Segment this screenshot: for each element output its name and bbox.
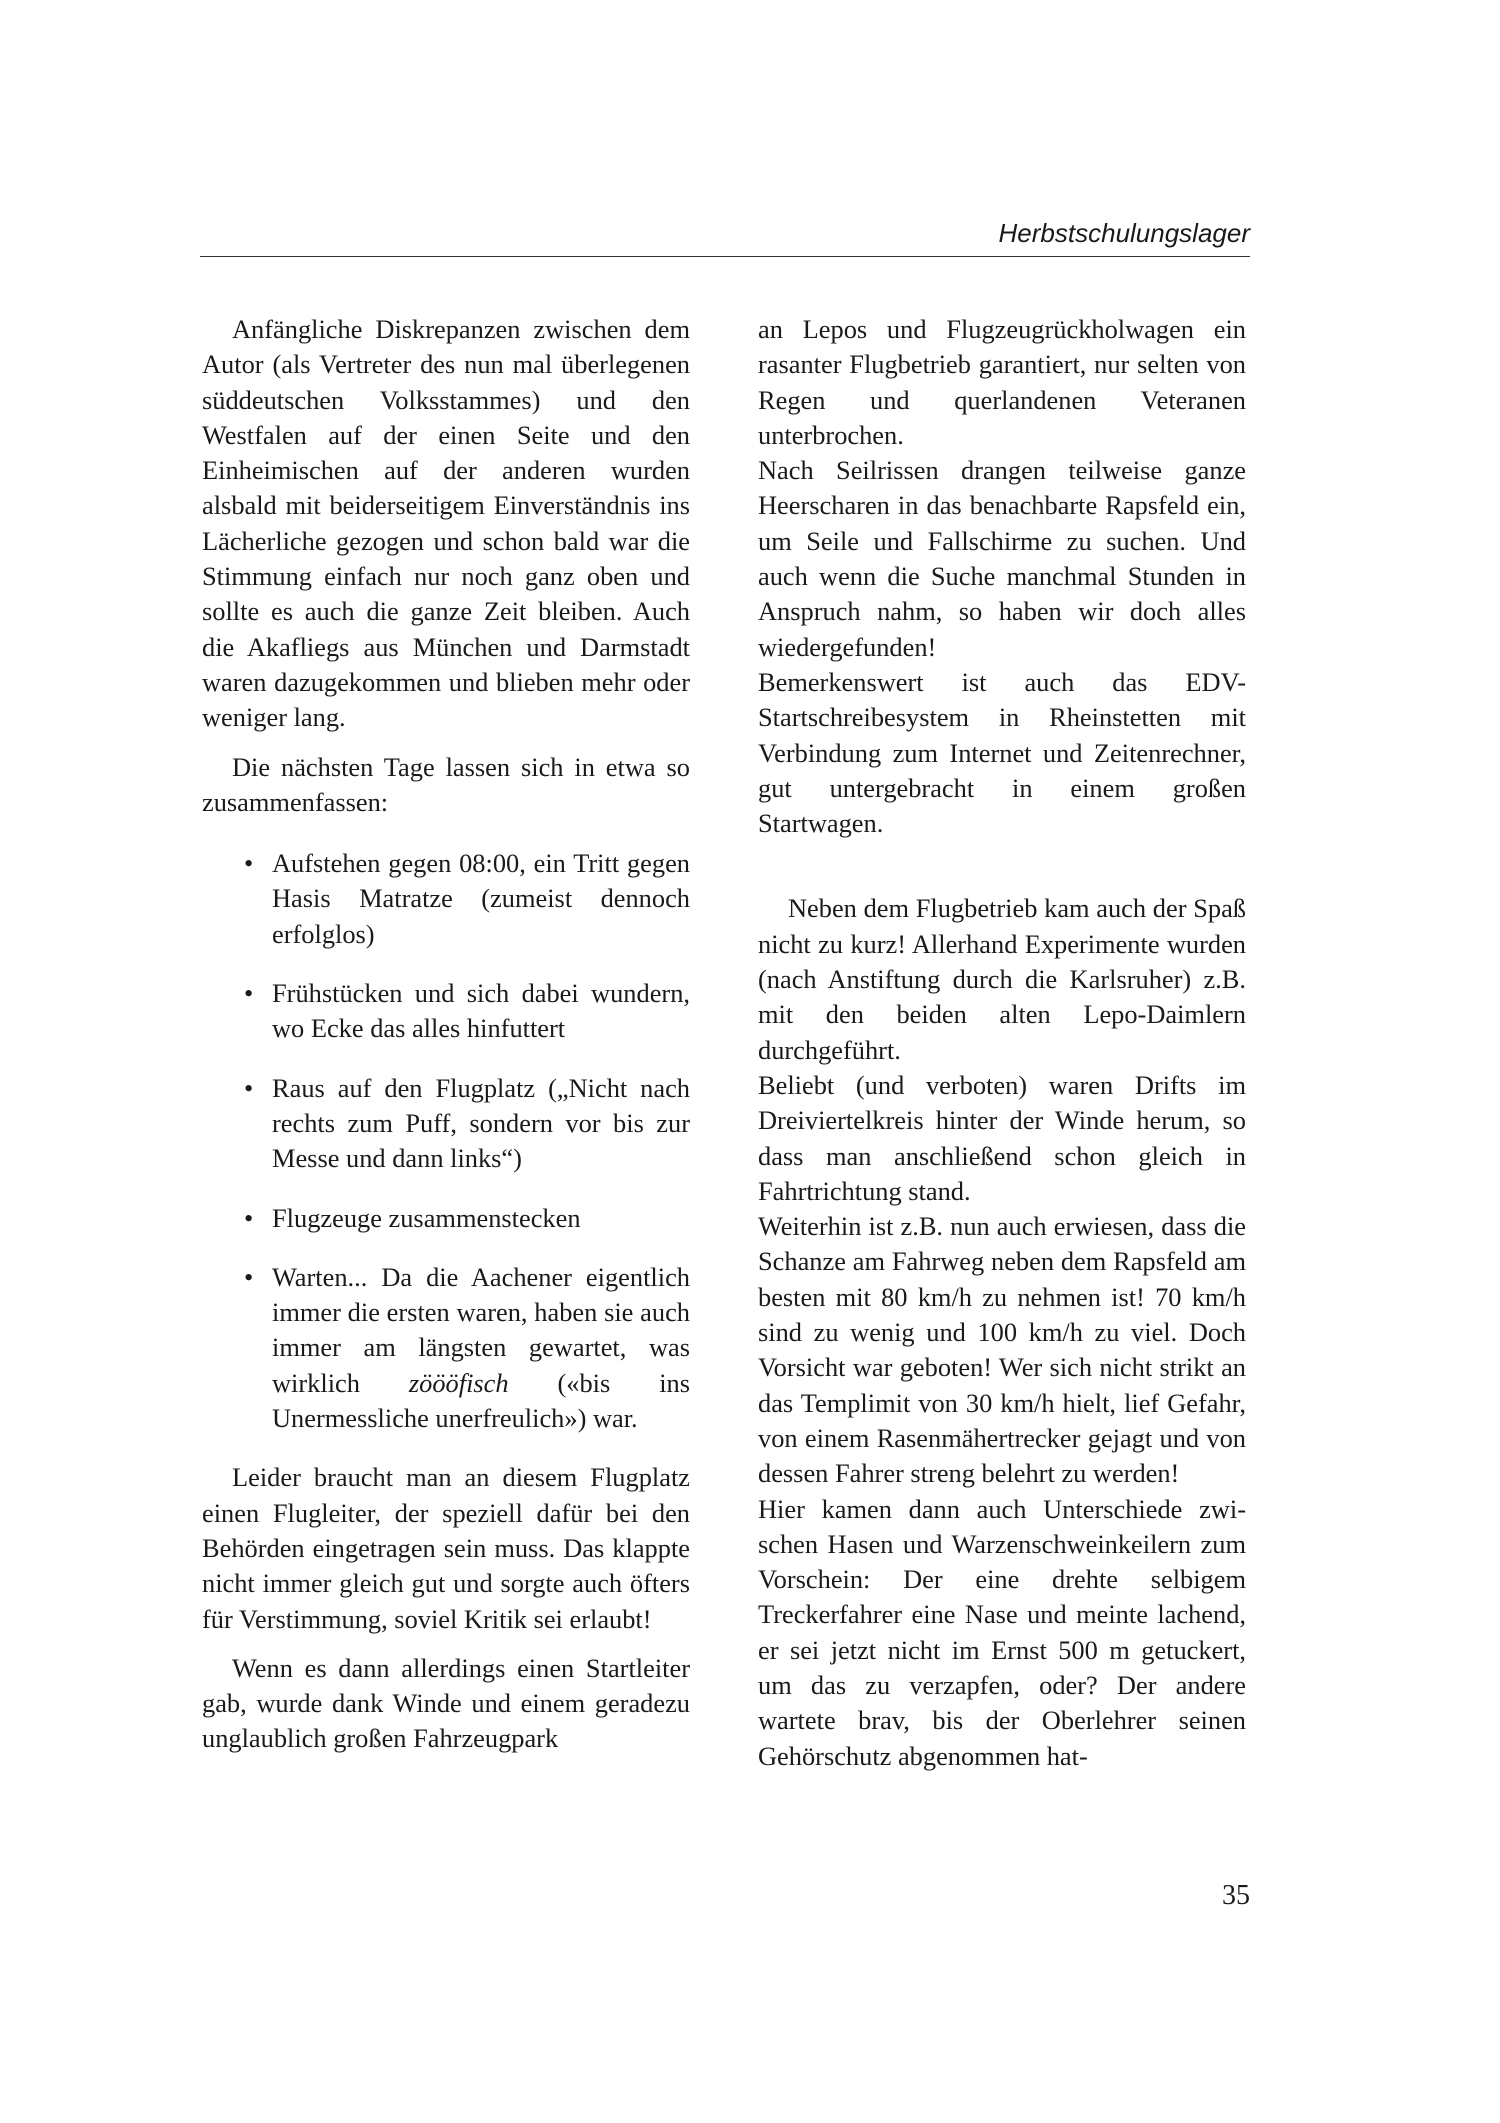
list-item: [272, 1260, 690, 1436]
paragraph: Beliebt (und verboten) waren Drifts im Dreiviertelkreis hinter der Winde herum, so dass man anschließend schon gleich in Fahrtrichtung stand.: [758, 1069, 1246, 1206]
list-item-text: Warten... Da die Aachener eigentlich immer die ersten waren, haben sie auch immer am längsten gewartet, was wirklich: [272, 1261, 690, 1398]
paragraph: an Lepos und Flugzeugrückholwagen ein rasanter Flugbetrieb garantiert, nur selten von Regen und querlandenen Veteranen unterbrochen.: [758, 314, 1246, 450]
left-column: [202, 312, 690, 1757]
list-item: • Frühstücken und sich dabei wundern, wo Ecke das alles hinfuttert: [272, 976, 690, 1047]
paragraph: Bemerkenswert ist auch das EDV-Startschreibesystem in Rheinstetten mit Verbindung zum Internet und Zeitenrechner, gut untergebracht in einem großen Startwagen.: [758, 666, 1246, 839]
paragraph: Anfängliche Diskrepanzen zwischen dem Autor (als Vertreter des nun mal überlegenen süddeutschen Volksstammes) und den Westfalen auf der einen Seite und den Einheimischen auf der anderen wurden alsbald mit beiderseitigem Einverständnis ins Lächerliche gezogen und schon bald war die Stimmung einfach nur noch ganz oben und sollte es auch die ganze Zeit bleiben. Auch die Akafliegs aus München und Darmstadt waren dazugekommen und blieben mehr oder weniger lang.: [202, 314, 690, 733]
header-title: Herbstschulungslager: [998, 218, 1250, 248]
list-item: • Aufstehen gegen 08:00, ein Tritt gegen Hasis Matratze (zumeist dennoch erfolglos): [272, 846, 690, 952]
paragraph: Nach Seilrissen drangen teilweise ganze Heerscharen in das benachbarte Rapsfeld ein, um Seile und Fallschirme zu suchen. Und auch wenn die Suche manchmal Stunden in Anspruch nahm, so haben wir doch alles wiedergefunden!: [758, 455, 1246, 662]
list-item-text: («bis ins Unermessliche unerfreulich») war.: [272, 1367, 690, 1434]
bullet-list: [202, 846, 690, 1436]
paragraph: Wenn es dann allerdings einen Startleiter gab, wurde dank Winde und einem geradezu unglaublich großen Fahrzeugpark: [202, 1652, 690, 1754]
emphasis-text: zöööfisch: [408, 1367, 509, 1398]
paragraph: Leider braucht man an diesem Flugplatz einen Flugleiter, der speziell dafür bei den Behörden eingetragen sein muss. Das klappte nicht immer gleich gut und sorgte auch öfters für Verstimmung, soviel Kritik sei erlaubt!: [202, 1462, 690, 1634]
page-number: 35: [1222, 1880, 1250, 1911]
paragraph: Die nächsten Tage lassen sich in etwa so zusammenfassen:: [202, 751, 690, 817]
paragraph: Weiterhin ist z.B. nun auch erwiesen, dass die Schanze am Fahrweg neben dem Rapsfeld am besten mit 80 km/h zu nehmen ist! 70 km/h sind zu wenig und 100 km/h zu viel. Doch Vorsicht war geboten! Wer sich nicht strikt an das Templimit von 30 km/h hielt, lief Gefahr, von einem Rasenmähertrecker gejagt und von dessen Fahrer streng belehrt zu werden!: [758, 1211, 1246, 1489]
list-item: • Raus auf den Flugplatz („Nicht nach rechts zum Puff, sondern vor bis zur Messe und dann links“): [272, 1071, 690, 1177]
paragraph: Neben dem Flugbetrieb kam auch der Spaß nicht zu kurz! Allerhand Experimente wurden (nach Anstiftung durch die Karlsruher) z.B. mit den beiden alten Lepo-Daimlern durchgeführt.: [758, 893, 1246, 1065]
list-item: • Flugzeuge zusammenstecken: [272, 1201, 690, 1236]
right-column: [758, 312, 1246, 1774]
running-header: [200, 218, 1250, 257]
paragraph: Hier kamen dann auch Unterschiede zwischen Hasen und Warzenschweinkeilern zum Vorschein: Der eine drehte selbigem Treckerfahrer eine Nase und meinte lachend, er sei jetzt nicht im Ernst 500 m getuckert, um das zu verzapfen, oder? Der andere wartete brav, bis der Oberlehrer seinen Gehörschutz abgenommen hat-: [758, 1493, 1246, 1771]
